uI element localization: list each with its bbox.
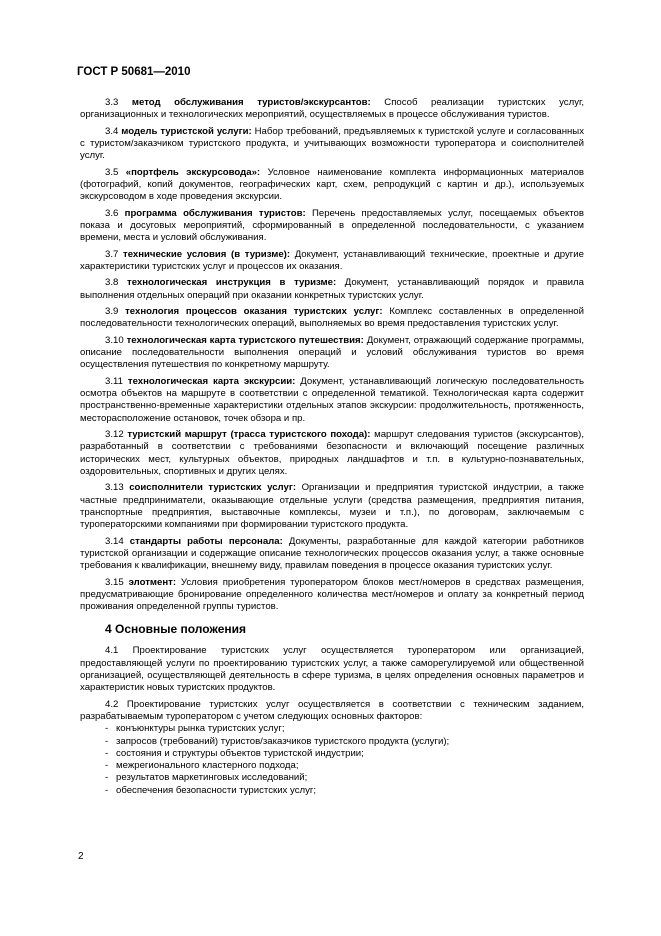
term-text: Способ реализации туристских услуг, организационных и технологических мероприятий, осуществляемых в процессе обслуживания туристов. xyxy=(80,97,584,121)
term-definition xyxy=(80,577,584,614)
term-name: «портфель экскурсовода»: xyxy=(125,166,261,178)
list-item: - конъюнктуры рынка туристских услуг; xyxy=(105,723,285,735)
term-text: Документ, устанавливающий порядок и правила выполнения отдельных операций при оказании конкретных туристских услуг. xyxy=(80,277,584,301)
term-definition xyxy=(80,208,584,245)
term-name: стандарты работы персонала: xyxy=(129,535,283,547)
term-name: программа обслуживания туристов: xyxy=(124,207,306,219)
term-text: Документы, разработанные для каждой категории работников туристской организации и содержащие описание технологических процессов оказания услуг, а также основные требования к квалификации, внешнему виду, правилам поведения в процессе оказания туристских услуг. xyxy=(80,535,584,572)
term-name: технологическая карта туристского путешествия: xyxy=(126,334,364,346)
term-text: Документ, устанавливающий логическую последовательность осмотра объектов на маршруте в соответствии с определенной тематикой. Технологическая карта содержит пространственно-временные характеристики отдельных этапов экскурсии: продолжительность, протяженность, месторасположение остановок, точек обзора и пр. xyxy=(80,375,585,424)
term-name: модель туристской услуги: xyxy=(121,125,252,137)
clause-number: 3.4 xyxy=(105,125,119,137)
term-definition xyxy=(80,249,584,274)
term-definition xyxy=(80,97,584,122)
list-item: - результатов маркетинговых исследований; xyxy=(105,772,308,784)
clause-4-1: 4.1 Проектирование туристских услуг осуществляется туроператором или организацией, предоставляющей услуги по проектированию туристских услуг, а также саморегулируемой или общественной организацией, осуществляющей деятельность в сфере туризма, в целях определения основных параметров и характеристик новых туристских продуктов. xyxy=(80,645,584,694)
list-item: - межрегионального кластерного подхода; xyxy=(105,760,299,772)
term-definition xyxy=(80,126,584,163)
clause-number: 3.12 xyxy=(105,428,124,440)
term-text: Документ, отражающий содержание программы, описание последовательности выполнения операций и условий обслуживания туристов во время осуществления путешествия по конкретному маршруту. xyxy=(80,334,585,371)
list-item: - запросов (требований) туристов/заказчиков туристского продукта (услуги); xyxy=(105,735,450,747)
term-definition xyxy=(80,536,584,573)
term-name: элотмент: xyxy=(128,576,177,588)
term-name: туристский маршрут (трасса туристского похода): xyxy=(127,428,371,440)
clause-number: 3.11 xyxy=(105,375,123,387)
document-header: ГОСТ Р 50681—2010 xyxy=(77,66,191,78)
term-name: технологическая инструкция в туризме: xyxy=(127,277,337,289)
clause-number: 3.3 xyxy=(105,97,119,108)
clause-number: 3.5 xyxy=(105,166,119,178)
term-definition xyxy=(80,429,584,478)
term-text: Перечень предоставляемых услуг, посещаемых объектов показа и досуговых мероприятий, сформированный в определенной последовательности, с указанием времени, места и условий обслуживания. xyxy=(80,207,584,244)
section-heading: 4 Основные положения xyxy=(105,622,247,637)
list-item: - состояния и структуры объектов туристской индустрии; xyxy=(105,747,364,759)
clause-number: 3.14 xyxy=(105,535,124,547)
document-body xyxy=(80,97,584,797)
list-item: - обеспечения безопасности туристских услуг; xyxy=(105,784,317,796)
term-text: Набор требований, предъявляемых к туристской услуге и согласованных с туристом/заказчиком туристского продукта, и учитывающих возможности туроператора и соисполнителей услуг. xyxy=(80,125,584,162)
term-text: Комплекс составленных в определенной последовательности технологических операций, выполняемых во время предоставления туристских услуг. xyxy=(80,306,585,330)
clause-number: 3.7 xyxy=(105,248,119,260)
term-name: технологическая карта экскурсии: xyxy=(127,375,296,387)
term-name: технические условия (в туризме): xyxy=(123,248,291,260)
term-name: технология процессов оказания туристских услуг: xyxy=(125,306,383,318)
clause-number: 3.15 xyxy=(105,576,124,588)
term-definition xyxy=(80,482,584,531)
term-definition xyxy=(80,306,584,331)
clause-number: 3.6 xyxy=(105,207,119,219)
term-text: Организации и предприятия туристской индустрии, а также частные предприниматели, оказывающие отдельные услуги (средства размещения, предприятия питания, транспортные предприятия, выставочные комплексы, музеи и т.п.), по договорам, заключаемым с туроператорскими компаниями при формировании туристского продукта. xyxy=(80,482,584,531)
clause-number: 3.13 xyxy=(105,482,124,494)
term-text: Условия приобретения туроператором блоков мест/номеров в средствах размещения, предусматривающие бронирование определенного количества мест/номеров и оплату за конкретный период проживания определенной группы туристов. xyxy=(80,576,584,613)
term-name: соисполнители туристских услуг: xyxy=(129,482,297,494)
factors-list xyxy=(80,723,584,797)
clause-number: 3.9 xyxy=(105,306,119,318)
terms-list xyxy=(80,97,584,613)
term-text: Документ, устанавливающий технические, проектные и другие характеристики туристских услуг и процессов их оказания. xyxy=(80,248,584,272)
term-text: Условное наименование комплекта информационных материалов (фотографий, копий документов, географических карт, схем, репродукций с картин и др.), используемых экскурсоводом в ходе проведения экскурсии. xyxy=(80,166,585,203)
clause-4-2: 4.2 Проектирование туристских услуг осуществляется в соответствии с техническим заданием, разрабатываемым туроператором с учетом следующих основных факторов: xyxy=(80,698,584,722)
term-definition xyxy=(80,167,584,204)
term-definition xyxy=(80,277,584,302)
clause-number: 3.8 xyxy=(105,277,119,289)
term-definition xyxy=(80,335,584,372)
term-text: маршрут следования туристов (экскурсантов), разработанный в соответствии с требованиями безопасности и включающий посещение различных исторических мест, культурных объектов, природных ландшафтов и т.п. в культурно-познавательных, оздоровительных, спортивных и других целях. xyxy=(80,428,584,477)
clause-number: 3.10 xyxy=(105,334,124,346)
page-number: 2 xyxy=(78,851,84,862)
term-name: метод обслуживания туристов/экскурсантов: xyxy=(131,97,371,108)
term-definition xyxy=(80,376,584,425)
